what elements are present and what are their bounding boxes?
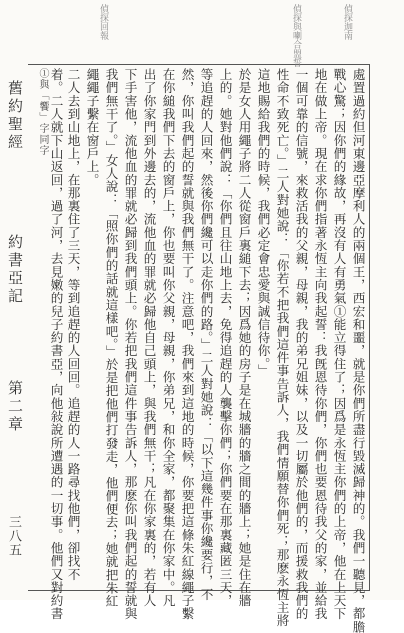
frame-top-rule [28, 64, 370, 65]
page-number: 三八五 [6, 515, 21, 557]
footnote: ①與「饗」字同字 [37, 68, 48, 156]
text-column: 二人去到山地上，在那裏住了三天，等到追趕的人回回。追趕的人一路尋找他們，卻找不 [65, 68, 81, 581]
text-column: 然，你叫我們起的誓就與我們無干了。注意吧，我們來到這地的時候，你要把這條朱紅線繩子繫 [179, 68, 195, 621]
text-column: 於是女人用繩子將二人從窗戶裏縋下去；因爲她的房子是在城牆的牆之間的牆上；她是住在牆 [236, 68, 252, 608]
margin-note: 偵探與喇合盟誓 [291, 4, 301, 67]
text-column: 繩繩子繫在窗戶上。 [84, 68, 100, 187]
text-column: 這地賜給我們的時候，我們必定會忠愛與誠信待你。」 [255, 68, 271, 378]
text-column: 着。二人就下山返回，過了河，去見嫩的兒子約書亞，向他敍說所遭遇的一切事。他們又對約書 [48, 68, 64, 621]
text-column: 性命不致死亡。」二人對她說：「你若不把我們這件事告訴人，我們情願替你們死；那麽永恆主將 [274, 68, 290, 628]
text-column: 處置過約但河東邊亞摩利人的兩個王，西宏和噩，就是你們所盡行毀滅歸神的。我們一聽見，都膽 [350, 68, 366, 633]
text-column: 出了你家門到外邊去的，流他血的罪就必歸他自己頭上，與我們無干；凡在你家裏的，若有人 [141, 68, 157, 608]
book-name: 約書亞記 [6, 234, 24, 306]
text-column: 地在做上帝。現在求你們指著永恆主向我起誓：我旣恩待你們，你們也要恩待我父的家，並給我 [312, 68, 328, 621]
book-title: 舊約聖經 [6, 80, 24, 152]
margin-note: 偵探迦南 [342, 4, 352, 40]
margin-note: 偵探回報 [98, 4, 108, 40]
text-column: 上的。她對他們說：「你們且往山地上去，免得追趕的人襲擊你們；你們要在那裏藏匿三天， [217, 68, 233, 608]
text-column: 一個可靠的信號，來救活我的父親，母親，我的弟兄姐妹，以及一切屬於他們的，而援救我們的 [293, 68, 309, 621]
text-column: 下手害他，流他血的罪就必歸到我們頭上。你若把我們這件事告訴人，那麽你叫我們起的誓就與 [122, 68, 138, 621]
text-column: 戰心驚；因你們的緣故，再沒有人有勇氣①能立得住了；因爲是永恆主你們的上帝，他在上天下 [331, 68, 347, 621]
text-column: 在你縋我們下去的窗戶上，你也要叫你父親，母親，你弟兄，和你全家，都聚集在你家中。凡 [160, 68, 176, 608]
frame-right-rule [369, 64, 370, 591]
text-column: 我們無干了。」女人說：「照你們的話就這樣吧。」於是把他們打發走，他們便去；她就把朱紅 [103, 68, 119, 608]
text-column: 等追趕的人回來，然後你們纔可以走你們的路。」二人對她說：「以下這幾件事你纔要行，不 [198, 68, 214, 601]
chapter-label: 第二章 [6, 380, 24, 434]
